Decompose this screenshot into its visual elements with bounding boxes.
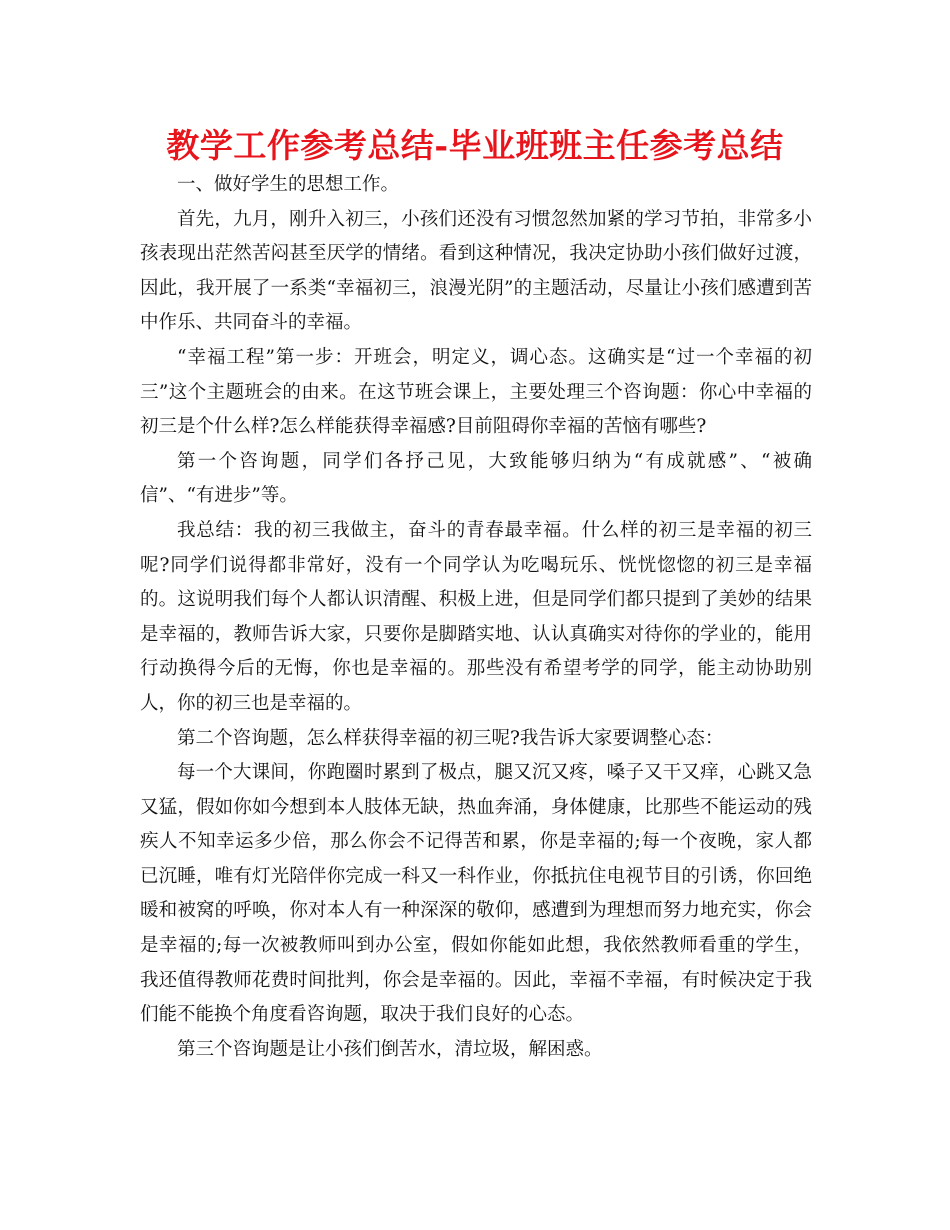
paragraph: “幸福工程”第一步：开班会，明定义，调心态。这确实是“过一个幸福的初三”这个主题班会的由来。在这节班会课上，主要处理三个咨询题：你心中幸福的初三是个什么样?怎么样能获得幸福感?目前阻碍你幸福的苦恼有哪些? — [140, 346, 812, 438]
document-body — [140, 168, 812, 1067]
document-title: 教学工作参考总结-毕业班班主任参考总结 — [166, 126, 784, 165]
paragraph: 我总结：我的初三我做主，奋斗的青春最幸福。什么样的初三是幸福的初三呢?同学们说得都非常好，没有一个同学认为吃喝玩乐、恍恍惚惚的初三是幸福的。这说明我们每个人都认识清醒、积极上进，但是同学们都只提到了美妙的结果是幸福的，教师告诉大家，只要你是脚踏实地、认认真确实对待你的学业的，能用行动换得今后的无悔，你也是幸福的。那些没有希望考学的同学，能主动协助别人，你的初三也是幸福的。 — [140, 519, 812, 714]
paragraph: 第一个咨询题，同学们各抒己见，大致能够归纳为“有成就感”、“被确信”、“有进步”等。 — [140, 450, 812, 507]
paragraph: 第二个咨询题，怎么样获得幸福的初三呢?我告诉大家要调整心态： — [177, 727, 724, 749]
paragraph: 每一个大课间，你跑圈时累到了极点，腿又沉又疼，嗓子又干又痒，心跳又急又猛，假如你如今想到本人肢体无缺，热血奔涌，身体健康，比那些不能运动的残疾人不知幸运多少倍，那么你会不记得苦和累，你是幸福的;每一个夜晚，家人都已沉睡，唯有灯光陪伴你完成一科又一科作业，你抵抗住电视节目的引诱，你回绝暖和被窝的呼唤，你对本人有一种深深的敬仰，感遭到为理想而努力地充实，你会是幸福的;每一次被教师叫到办公室，假如你能如此想，我依然教师看重的学生，我还值得教师花费时间批判，你会是幸福的。因此，幸福不幸福，有时候决定于我们能不能换个角度看咨询题，取决于我们良好的心态。 — [140, 762, 812, 1026]
paragraph: 首先，九月，刚升入初三，小孩们还没有习惯忽然加紧的学习节拍，非常多小孩表现出茫然苦闷甚至厌学的情绪。看到这种情况，我决定协助小孩们做好过渡，因此，我开展了一系类“幸福初三，浪漫光阴”的主题活动，尽量让小孩们感遭到苦中作乐、共同奋斗的幸福。 — [140, 208, 812, 334]
paragraph: 一、做好学生的思想工作。 — [177, 174, 400, 195]
paragraph: 第三个咨询题是让小孩们倒苦水，清垃圾，解困惑。 — [177, 1038, 603, 1060]
